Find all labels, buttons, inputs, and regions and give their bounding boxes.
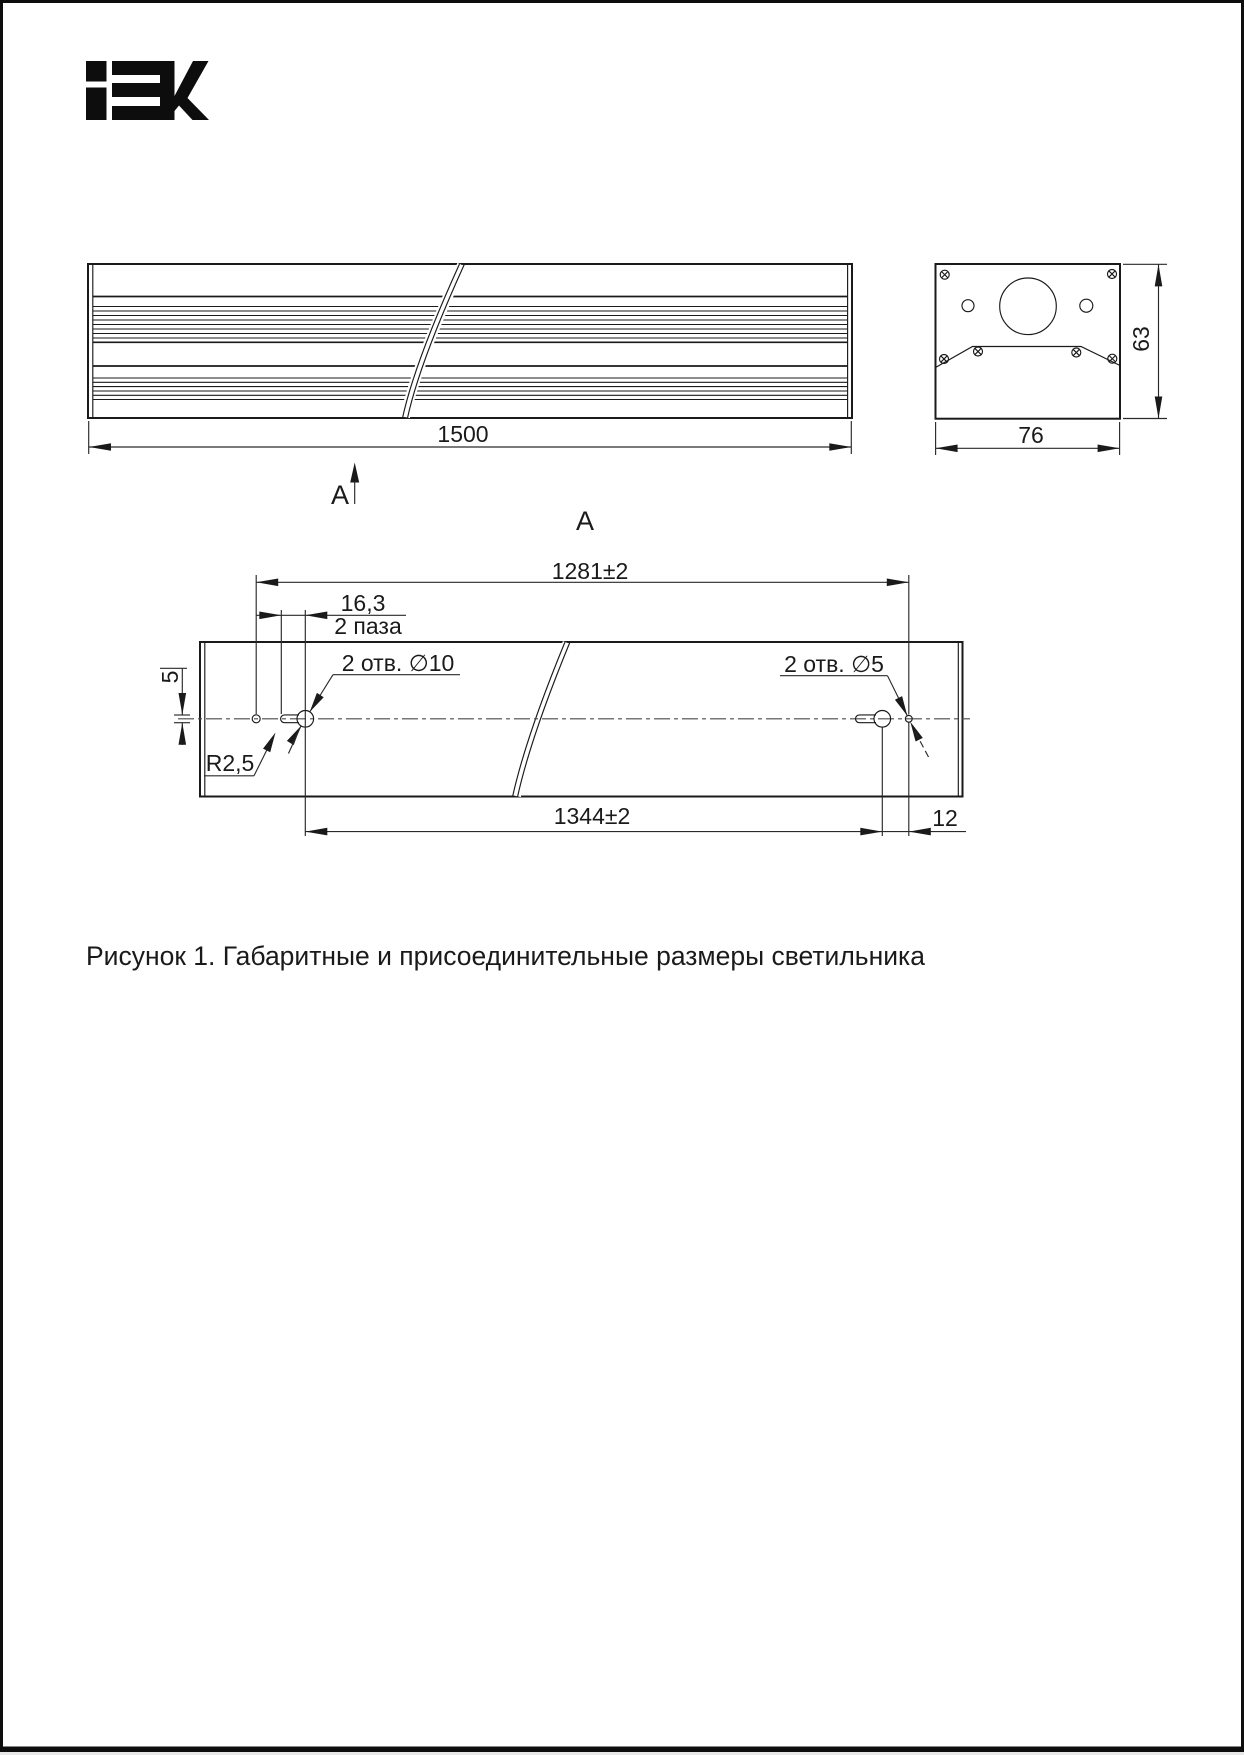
dim-5-label: 5 <box>157 670 183 684</box>
arrowhead <box>887 579 909 587</box>
section-break-lines <box>513 642 571 797</box>
arrowhead <box>256 579 278 587</box>
luminaire-front-view <box>88 264 852 418</box>
radius-label: R2,5 <box>205 750 255 776</box>
screw-icons <box>940 270 1117 364</box>
figure-caption: Рисунок 1. Габаритные и присоединительные размеры светильника <box>86 941 925 971</box>
arrowhead <box>305 828 327 836</box>
arrowhead <box>259 612 281 620</box>
section-arrow-a <box>331 463 359 511</box>
page-bottom-rule <box>3 1747 1244 1751</box>
holes-5-label: 2 отв. ∅5 <box>784 651 884 677</box>
dim-1281-label: 1281±2 <box>551 558 629 584</box>
dim-63-label: 63 <box>1128 326 1154 352</box>
logo-k <box>160 61 209 120</box>
logo-e-bar <box>112 61 163 75</box>
cable-entry-hole <box>1000 278 1057 335</box>
iek-logo <box>86 61 209 120</box>
mounting-hole-left <box>962 300 974 312</box>
arrowhead <box>895 696 907 716</box>
side-view-outline <box>936 264 1121 419</box>
dim-16-3 <box>256 590 406 836</box>
arrowhead <box>909 828 931 836</box>
arrowhead <box>829 443 851 451</box>
logo-i-stem <box>86 88 107 121</box>
holes-10-label: 2 отв. ∅10 <box>341 650 455 676</box>
screw-icon <box>1072 348 1081 357</box>
dim-1344-label: 1344±2 <box>553 803 631 829</box>
callout-holes-5 <box>780 651 929 757</box>
arrowhead <box>179 723 187 745</box>
dim-12-label: 12 <box>932 805 958 831</box>
dim-1344 <box>305 722 966 836</box>
arrowhead <box>263 733 276 753</box>
dim-76 <box>936 422 1120 455</box>
technical-drawing <box>3 3 1244 1755</box>
logo-i-dot <box>86 61 107 82</box>
arrowhead <box>89 443 111 451</box>
side-bracket-line <box>936 347 1121 368</box>
dim-63 <box>1123 264 1167 418</box>
arrowhead <box>1155 397 1163 419</box>
section-arrowhead <box>350 463 359 483</box>
slot-count-note: 2 паза <box>334 613 402 639</box>
callout-r2-5 <box>204 733 276 777</box>
dim-1500-label: 1500 <box>437 421 489 447</box>
dim-1500 <box>89 421 852 454</box>
screw-icon <box>974 347 983 356</box>
arrowhead <box>1098 445 1120 453</box>
arrowhead <box>910 722 923 742</box>
front-rib-lines <box>93 297 848 400</box>
arrowhead <box>1155 264 1163 286</box>
luminaire-side-view <box>936 264 1121 419</box>
dim-76-label: 76 <box>1018 422 1044 448</box>
section-arrow-label: A <box>330 480 350 510</box>
mounting-hole-right <box>1080 299 1093 312</box>
dim-5 <box>157 668 190 745</box>
view-a-title: A <box>575 506 595 536</box>
logo-e-bar <box>112 106 163 120</box>
screw-icon <box>1108 270 1117 279</box>
callout-holes-10 <box>287 650 460 754</box>
dim-16-3-label: 16,3 <box>340 590 386 616</box>
arrowhead <box>305 612 327 620</box>
screw-icon <box>940 270 949 279</box>
logo-e-bar <box>112 83 163 97</box>
arrowhead <box>179 693 187 715</box>
arrowhead <box>936 445 958 453</box>
arrowhead <box>860 828 882 836</box>
arrowhead <box>310 693 324 712</box>
